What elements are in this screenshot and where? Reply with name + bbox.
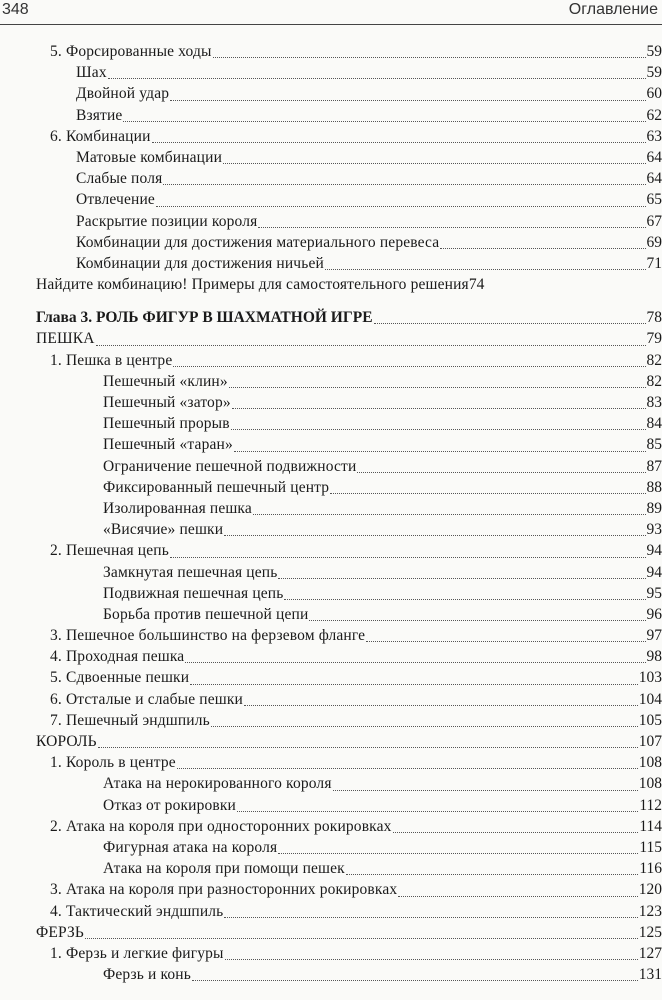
toc-entry-title: Атака на нерокированного короля [103, 775, 332, 793]
toc-entry-row [103, 604, 662, 625]
toc-entry-row [76, 83, 662, 104]
toc-entry-page: 96 [646, 605, 662, 623]
toc-entry [0, 126, 662, 147]
dot-leader [152, 142, 646, 143]
toc-entry [0, 562, 662, 583]
toc-entry [0, 519, 662, 540]
toc-entry-page: 69 [646, 233, 662, 251]
toc-entry-row [103, 456, 662, 477]
toc-entry-page: 78 [646, 309, 662, 327]
toc-entry [0, 41, 662, 62]
toc-entry [0, 646, 662, 667]
toc-entry-title: 4. Проходная пешка [50, 648, 185, 666]
dot-leader [170, 557, 646, 558]
toc-entry-page: 127 [638, 944, 662, 962]
dot-leader [85, 938, 638, 939]
dot-leader [325, 269, 646, 270]
toc-entry-title: «Висячие» пешки [103, 521, 224, 539]
toc-entry [0, 456, 662, 477]
toc-entry [0, 232, 662, 253]
toc-entry-page: 60 [646, 85, 662, 103]
toc-entry-row [76, 168, 662, 189]
toc-entry-page: 59 [646, 43, 662, 60]
dot-leader [170, 100, 645, 101]
toc-entry [0, 667, 662, 688]
toc-entry-page: 82 [646, 351, 662, 369]
toc-entry-title: Глава 3. РОЛЬ ФИГУР В ШАХМАТНОЙ ИГРЕ [36, 309, 373, 327]
toc-entry-title: ПЕШКА [36, 330, 95, 348]
toc-section-entry [0, 922, 662, 943]
dot-leader [229, 387, 646, 388]
toc-entry-title: Фиксированный пешечный центр [103, 478, 330, 496]
toc-entry-row [36, 307, 662, 328]
toc-entry [0, 392, 662, 413]
toc-entry [0, 773, 662, 794]
dot-leader [163, 184, 645, 185]
toc-entry [0, 350, 662, 371]
toc-entry-row [76, 232, 662, 253]
toc-entry-page: 64 [646, 170, 662, 188]
toc-entry-title: Изолированная пешка [103, 499, 252, 517]
page-number: 348 [2, 1, 29, 18]
toc-entry-page: 65 [646, 191, 662, 209]
toc-entry-page: 64 [646, 148, 662, 166]
dot-leader [398, 896, 637, 897]
toc-entry-title: Слабые поля [76, 170, 163, 188]
dot-leader [440, 248, 645, 249]
toc-entry-page: 89 [646, 499, 662, 517]
toc-entry-row [103, 413, 662, 434]
toc-entry-title: Шах [76, 64, 107, 82]
toc-entry-page: 88 [646, 478, 662, 496]
toc-entry-row [103, 519, 662, 540]
toc-entry-title: ФЕРЗЬ [36, 923, 84, 941]
toc-entry [0, 477, 662, 498]
toc-entry-title: 6. Отсталые и слабые пешки [50, 690, 243, 708]
page-header [0, 0, 662, 24]
dot-leader [374, 323, 646, 324]
toc-entry-row [76, 62, 662, 83]
toc-entry-title: Двойной удар [76, 85, 170, 103]
toc-entry-row [103, 795, 662, 816]
dot-leader [284, 599, 645, 600]
toc-entry-page: 116 [639, 860, 662, 878]
toc-entry-title: Раскрытие позиции короля [76, 212, 258, 230]
toc-entry-page: 71 [646, 254, 662, 272]
toc-entry-row [103, 498, 662, 519]
dot-leader [123, 121, 645, 122]
dot-leader [224, 917, 637, 918]
toc-entry-page: 85 [646, 436, 662, 454]
toc-entry [0, 540, 662, 561]
toc-entry [0, 83, 662, 104]
toc-entry-page: 120 [638, 881, 662, 899]
toc-entry-row [103, 583, 662, 604]
toc-section-entry [0, 731, 662, 752]
toc-entry [0, 434, 662, 455]
toc-entry-page: 74 [468, 276, 485, 294]
toc-entry-row [103, 858, 662, 879]
dot-leader [173, 366, 645, 367]
toc-entry-title: 3. Пешечное большинство на ферзевом фланге [50, 627, 366, 645]
toc-entry-row [36, 274, 662, 295]
toc-entry-title: Отвлечение [76, 191, 155, 209]
dot-leader [98, 747, 638, 748]
dot-leader [223, 163, 645, 164]
toc-entry-page: 108 [638, 754, 662, 772]
toc-entry-title: 6. Комбинации [50, 127, 151, 145]
dot-leader [366, 641, 645, 642]
toc-entry [0, 498, 662, 519]
dot-leader [177, 768, 638, 769]
dot-leader [156, 206, 646, 207]
toc-entry [0, 62, 662, 83]
toc-entry-page: 114 [639, 817, 662, 835]
dot-leader [96, 345, 646, 346]
toc-entry-page: 123 [638, 902, 662, 920]
toc-entry-title: 1. Король в центре [50, 754, 176, 772]
toc-entry-row [50, 41, 662, 62]
toc-entry-page: 125 [638, 923, 662, 941]
dot-leader [231, 429, 646, 430]
toc-entry [0, 105, 662, 126]
toc-entry [0, 816, 662, 837]
toc-entry-row [103, 477, 662, 498]
toc-entry-title: КОРОЛЬ [36, 733, 97, 750]
dot-leader [192, 980, 638, 981]
toc-entry-title: Комбинации для достижения материального перевеса [76, 233, 440, 251]
dot-leader [258, 227, 645, 228]
toc-entry-page: 94 [646, 542, 662, 560]
toc-entry-row [76, 105, 662, 126]
dot-leader [309, 620, 645, 621]
toc-entry-title: 1. Пешка в центре [50, 351, 173, 369]
toc-entry-title: Найдите комбинацию! Примеры для самостоятельного решения [36, 276, 469, 294]
toc-entry [0, 413, 662, 434]
toc-entry-title: 2. Атака на короля при односторонних рокировках [50, 817, 392, 835]
dot-leader [346, 874, 638, 875]
toc-entry [0, 189, 662, 210]
toc-entry-title: Борьба против пешечной цепи [103, 605, 309, 623]
toc-entry-title: Ферзь и конь [103, 966, 191, 984]
toc-entry [0, 274, 662, 295]
toc-entry-title: 3. Атака на короля при разносторонних рокировках [50, 881, 398, 899]
toc-entry [0, 253, 662, 274]
toc-entry-page: 62 [646, 106, 662, 124]
toc-entry [0, 168, 662, 189]
dot-leader [185, 662, 645, 663]
toc-entry-row [50, 901, 662, 922]
toc-entry-title: Комбинации для достижения ничьей [76, 254, 324, 272]
toc-entry-page: 87 [646, 457, 662, 475]
toc-entry-row [50, 710, 662, 731]
toc-entry-row [76, 189, 662, 210]
toc-entry-page: 94 [646, 563, 662, 581]
toc-entry [0, 879, 662, 900]
toc-entry-page: 105 [638, 711, 662, 729]
dot-leader [278, 853, 638, 854]
dot-leader [330, 493, 645, 494]
toc-entry-title: Отказ от рокировки [103, 796, 237, 814]
toc-entry-page: 112 [639, 796, 662, 814]
toc-entry-row [50, 350, 662, 371]
toc-entry-row [103, 434, 662, 455]
toc-entry-title: 5. Форсированные ходы [50, 43, 212, 60]
toc-section-entry [0, 328, 662, 349]
toc-entry-page: 97 [646, 627, 662, 645]
toc-entry [0, 710, 662, 731]
dot-leader [237, 811, 638, 812]
toc-entry-title: Пешечный «таран» [103, 436, 233, 454]
toc-entry-page: 63 [646, 127, 662, 145]
toc-entry-title: Атака на короля при помощи пешек [103, 860, 345, 878]
dot-leader [232, 408, 646, 409]
toc-entry [0, 583, 662, 604]
dot-leader [108, 78, 646, 79]
toc-entry [0, 625, 662, 646]
dot-leader [278, 578, 645, 579]
toc-entry-page: 131 [638, 966, 662, 984]
dot-leader [224, 535, 645, 536]
toc-entry [0, 147, 662, 168]
toc-entry [0, 371, 662, 392]
toc-entry-title: Замкнутая пешечная цепь [103, 563, 278, 581]
toc-entry-title: Пешечный прорыв [103, 415, 230, 433]
toc-entry-title: 5. Сдвоенные пешки [50, 669, 190, 687]
toc-entry-page: 84 [646, 415, 662, 433]
toc-entry-row [103, 964, 662, 985]
toc-entry-row [50, 625, 662, 646]
toc-entry-row [50, 540, 662, 561]
toc-chapter-entry [0, 307, 662, 328]
toc-entry-row [76, 253, 662, 274]
toc-entry-row [50, 689, 662, 710]
toc-entry-page: 83 [646, 394, 662, 411]
toc-entry-page: 108 [638, 775, 662, 793]
toc-entry-page: 103 [638, 669, 662, 687]
toc-entry-page: 107 [638, 733, 662, 750]
dot-leader [333, 790, 638, 791]
toc-entry-row [50, 667, 662, 688]
toc-entry-row [103, 392, 662, 413]
toc-entry [0, 795, 662, 816]
toc-entry-title: 7. Пешечный эндшпиль [50, 711, 210, 729]
toc-entry-page: 95 [646, 584, 662, 602]
toc-entry-row [36, 731, 662, 752]
toc-entry [0, 689, 662, 710]
toc-entry-title: Ограничение пешечной подвижности [103, 457, 357, 475]
toc-entry-row [50, 879, 662, 900]
toc-entry [0, 943, 662, 964]
dot-leader [253, 514, 646, 515]
toc-entry-title: 1. Ферзь и легкие фигуры [50, 944, 224, 962]
toc-entry-page: 79 [646, 330, 662, 348]
toc-entry-page: 82 [646, 372, 662, 390]
toc-entry-title: 2. Пешечная цепь [50, 542, 169, 560]
toc-entry-row [103, 371, 662, 392]
toc-entry [0, 752, 662, 773]
dot-leader [190, 684, 638, 685]
toc-entry-row [50, 126, 662, 147]
toc-entry-row [36, 328, 662, 349]
dot-leader [225, 959, 638, 960]
toc-entry-page: 104 [638, 690, 662, 708]
toc-entry-title: Взятие [76, 106, 123, 124]
toc-entry [0, 858, 662, 879]
toc-entry-page: 115 [639, 838, 662, 856]
toc-entry-row [50, 646, 662, 667]
dot-leader [211, 726, 638, 727]
toc-entry-page: 93 [646, 521, 662, 539]
toc-entry-title: Матовые комбинации [76, 148, 223, 166]
toc-entry-title: Фигурная атака на короля [103, 838, 278, 856]
toc-entry-page: 98 [646, 648, 662, 666]
dot-leader [244, 705, 638, 706]
table-of-contents [0, 41, 662, 985]
dot-leader [213, 57, 646, 58]
toc-entry-row [50, 816, 662, 837]
toc-entry-row [76, 147, 662, 168]
running-title: Оглавление [568, 1, 658, 18]
toc-entry-title: 4. Тактический эндшпиль [50, 902, 224, 920]
toc-entry [0, 837, 662, 858]
dot-leader [357, 472, 645, 473]
toc-entry [0, 901, 662, 922]
toc-entry-row [103, 837, 662, 858]
toc-entry-row [76, 211, 662, 232]
toc-entry-row [50, 752, 662, 773]
toc-entry-row [103, 773, 662, 794]
toc-entry [0, 211, 662, 232]
toc-entry [0, 964, 662, 985]
toc-entry-row [36, 922, 662, 943]
toc-entry [0, 604, 662, 625]
toc-entry-page: 67 [646, 212, 662, 230]
dot-leader [234, 451, 646, 452]
toc-entry-row [50, 943, 662, 964]
toc-entry-title: Пешечный «клин» [103, 372, 228, 390]
toc-entry-title: Подвижная пешечная цепь [103, 584, 284, 602]
dot-leader [393, 832, 639, 833]
toc-entry-row [103, 562, 662, 583]
toc-entry-page: 59 [646, 64, 662, 82]
toc-entry-title: Пешечный «затор» [103, 394, 231, 411]
header-rule [0, 24, 662, 25]
